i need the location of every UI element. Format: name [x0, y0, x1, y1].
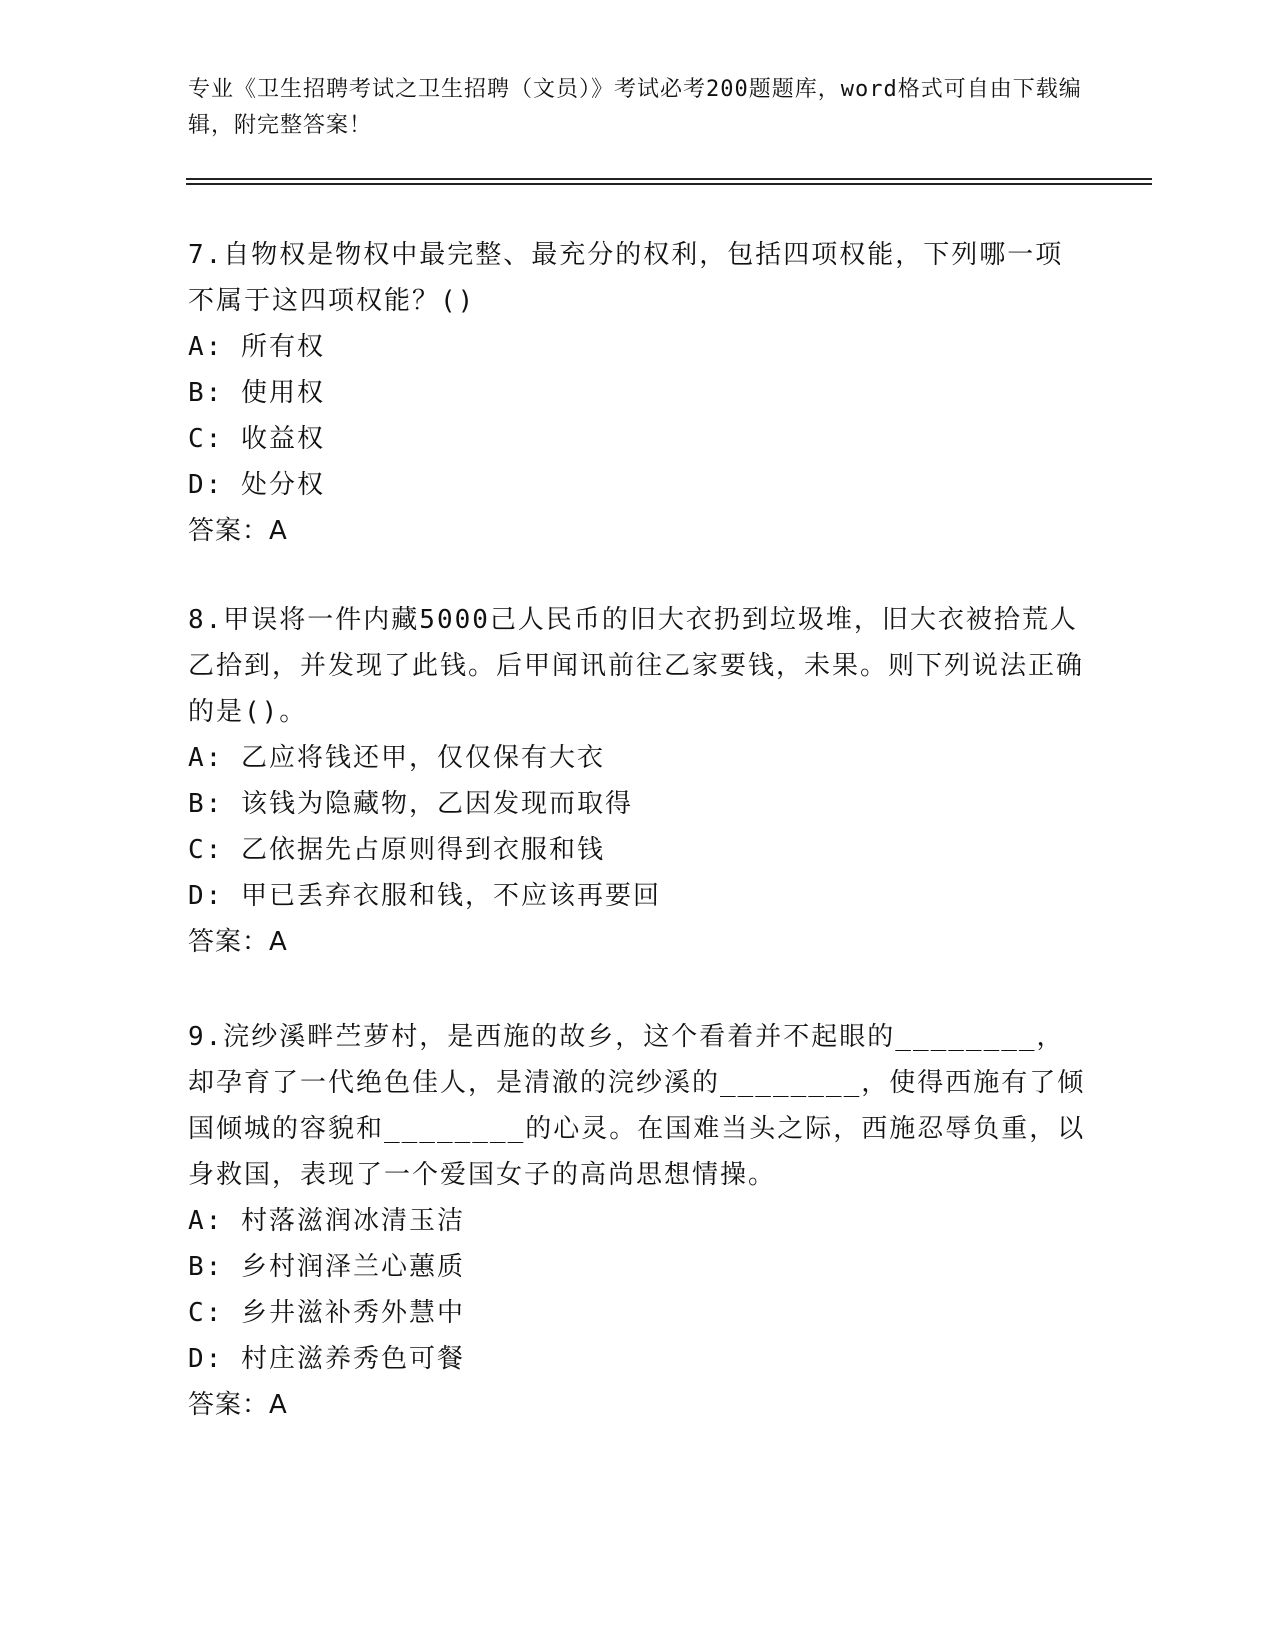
question-stem: 7.自物权是物权中最完整、最充分的权利，包括四项权能，下列哪一项不属于这四项权能？(): [188, 240, 1064, 316]
answer-line: 答案：A: [188, 927, 288, 957]
question-7: [188, 232, 1088, 554]
question-9: [188, 1014, 1088, 1428]
option-a: A: 村落滋润冰清玉洁: [188, 1206, 465, 1236]
answer-line: 答案：A: [188, 516, 288, 546]
option-d: D: 村庄滋养秀色可餐: [188, 1344, 465, 1374]
option-b: B: 该钱为隐藏物，乙因发现而取得: [188, 789, 633, 819]
option-b: B: 乡村润泽兰心蕙质: [188, 1252, 465, 1282]
document-header: 专业《卫生招聘考试之卫生招聘（文员）》考试必考200题题库，word格式可自由下载编辑，附完整答案！: [188, 77, 1082, 138]
question-8: [188, 597, 1088, 965]
option-d: D: 甲已丢弃衣服和钱，不应该再要回: [188, 881, 661, 911]
option-c: C: 乙依据先占原则得到衣服和钱: [188, 835, 605, 865]
option-b: B: 使用权: [188, 378, 325, 408]
option-c: C: 收益权: [188, 424, 325, 454]
question-stem: 8.甲误将一件内藏5000己人民币的旧大衣扔到垃圾堆，旧大衣被拾荒人乙拾到，并发现了此钱。后甲闻讯前往乙家要钱，未果。则下列说法正确的是()。: [188, 605, 1085, 727]
answer-line: 答案：A: [188, 1390, 288, 1420]
option-c: C: 乡井滋补秀外慧中: [188, 1298, 465, 1328]
question-stem: 9.浣纱溪畔苎萝村，是西施的故乡，这个看着并不起眼的________，却孕育了一代绝色佳人，是清澈的浣纱溪的________，使得西施有了倾国倾城的容貌和________的心灵。在国难当头之际，西施忍辱负重，以身救国，表现了一个爱国女子的高尚思想情操。: [188, 1022, 1086, 1190]
header-divider-bottom: [186, 183, 1152, 185]
option-a: A: 所有权: [188, 332, 325, 362]
header-divider-top: [186, 178, 1152, 180]
option-d: D: 处分权: [188, 470, 325, 500]
option-a: A: 乙应将钱还甲，仅仅保有大衣: [188, 743, 605, 773]
